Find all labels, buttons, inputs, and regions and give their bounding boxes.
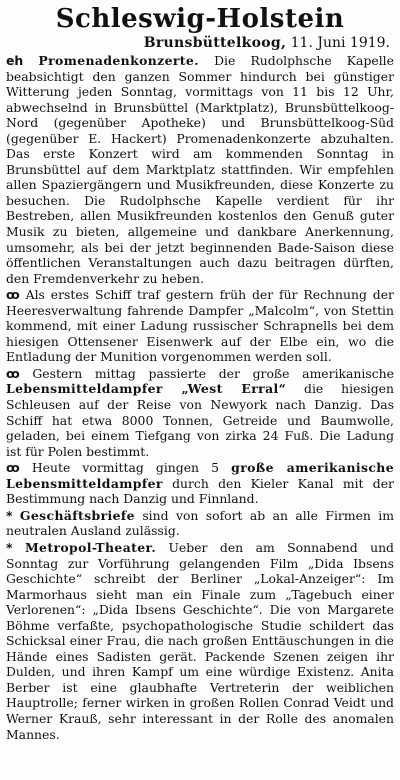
article-headline: Promenadenkonzerte. <box>38 53 199 68</box>
article-body: sind von sofort ab an alle Firmen im neutralen Ausland zulässig. <box>6 507 394 539</box>
dateline-place: Brunsbüttelkoog, <box>143 35 287 51</box>
dateline-date: 11. Juni 1919. <box>290 35 390 51</box>
article-emphasis: Lebensmitteldampfer „West Erral“ <box>6 381 287 397</box>
article-metropol-theater <box>6 540 394 742</box>
article-steamer-west-erral <box>6 366 394 459</box>
article-steamer-malcolm <box>6 287 394 365</box>
lead-marker: ꝏ <box>6 365 20 381</box>
lead-marker: ꝏ <box>6 460 20 476</box>
lead-marker: eh <box>6 53 24 68</box>
article-body: Als erstes Schiff traf gestern früh der für Rechnung der Heeresverwaltung fahrende Dampfer „Malcolm“, von Stettin kommend, mit einer Ladung russischer Schrapnells bei dem hiesigen Ottensener Eisenwerk auf der Elbe ein, wo die Entladung der Munition vorgenommen werden soll. <box>6 287 394 365</box>
lead-marker: ꝏ <box>6 287 20 303</box>
article-headline: Metropol-Theater. <box>24 539 157 555</box>
lead-marker: * <box>6 539 13 555</box>
article-body: durch den Kieler Kanal mit der Bestimmung nach Danzig und Finnland. <box>6 475 394 507</box>
article-body: die hiesigen Schleusen auf der Reise von Newyork nach Danzig. Das Schiff hat etwa 8000 Tonnen, Getreide und Baumwolle, geladen, bei einem Tiefgang von zirka 24 Fuß. Die Ladung ist für Polen bestimmt. <box>6 381 394 459</box>
article-body: Gestern mittag passierte der große amerikanische <box>32 365 394 381</box>
article-body: Ueber den am Sonnabend und Sonntag zur Vorführung gelangenden Film „Dida Ibsens Geschichte“ schreibt der Berliner „Lokal-Anzeiger“: Im Marmorhaus sieht man ein Finale zum „Tagebuch einer Verlorenen“: „Dida Ibsens Geschichte“. Die von Margarete Böhme verfaßte, psychopathologische Studie schildert das Schicksal einer Frau, die nach großen Enttäuschungen in die Hände eines Sadisten gerät. Packende Szenen zeigen ihr Dulden, und ihren Kampf um eine würdige Existenz. Anita Berber ist eine glaubhafte Vertreterin der weiblichen Hauptrolle; ferner wirken in großen Rollen Conrad Veidt und Werner Krauß, sehr interessant in der Rolle des anomalen Mannes. <box>6 539 394 742</box>
article-body: Die Rudolphsche Kapelle beabsichtigt den ganzen Sommer hindurch bei günstiger Witterung jeden Sonntag, vormittags von 11 bis 12 Uhr, abwechselnd in Brunsbüttel (Marktplatz), Brunsbüttelkoog-Nord (gegenüber Apotheke) und Brunsbüttelkoog-Süd (gegenüber E. Hackert) Promenadenkonzerte abzuhalten. Das erste Konzert wird am kommenden Sonntag in Brunsbüttel auf dem Marktplatz stattfinden. Wir empfehlen allen Spaziergängern und Musikfreunden, diese Konzerte zu besuchen. Die Rudolphsche Kapelle verdient für ihr Bestreben, allen Musikfreunden kostenlos den Genuß guter Musik zu bieten, allgemeine und dankbare Anerkennung, umsomehr, als bei der jetzt beginnenden Bade-Saison diese öffentlichen Veranstaltungen auch dazu beitragen dürften, den Fremdenverkehr zu heben. <box>6 53 394 286</box>
section-title: Schleswig-Holstein <box>55 4 345 34</box>
article-business-letters <box>6 508 394 539</box>
article-headline: Geschäftsbriefe <box>19 507 135 523</box>
article-food-steamers <box>6 460 394 507</box>
article-promenade-concerts <box>6 53 394 286</box>
article-emphasis: große amerikanische Lebensmitteldampfer <box>6 460 394 491</box>
dateline <box>6 34 390 52</box>
article-body: Heute vormittag gingen 5 <box>31 460 220 476</box>
lead-marker: * <box>6 507 13 523</box>
